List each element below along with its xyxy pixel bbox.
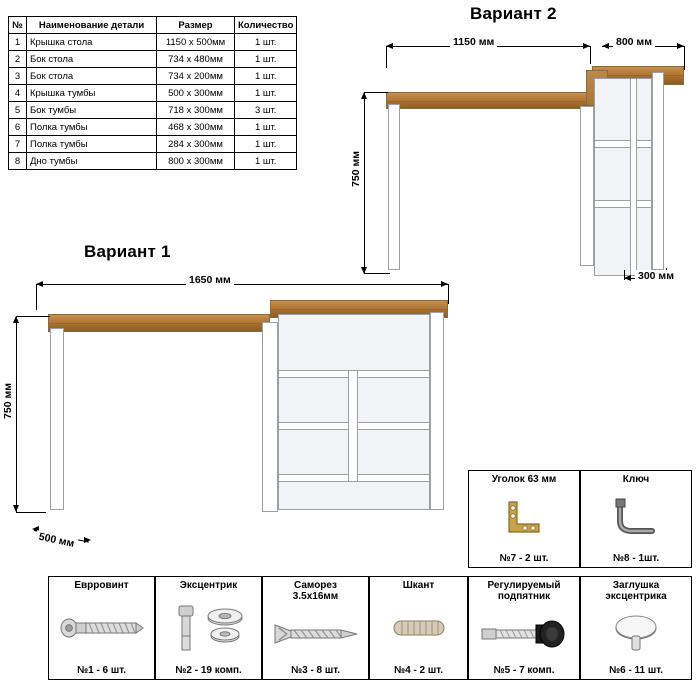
- dim-label-750: 750 мм: [2, 380, 14, 422]
- hardware-title: Ключ: [622, 474, 650, 485]
- pedestal-right-panel: [430, 312, 444, 510]
- hardware-title-line1: Заглушка: [612, 580, 660, 591]
- pedestal-divider: [630, 78, 637, 276]
- arrow-right: [84, 537, 91, 543]
- cell-number: 8: [9, 153, 27, 170]
- dim-label-1150: 1150 мм: [450, 36, 497, 48]
- hardware-title: Эксцентрик: [179, 580, 238, 591]
- table-row: [9, 119, 297, 136]
- cell-number: 7: [9, 136, 27, 153]
- hardware-item-self-tapping-screw: [262, 576, 369, 680]
- hardware-item-cam-lock: [155, 576, 262, 680]
- hardware-qty: №3 - 8 шт.: [290, 665, 341, 676]
- confirmat-screw-icon: [49, 591, 154, 665]
- ext-line: [16, 316, 50, 317]
- hardware-qty: №7 - 2 шт.: [499, 553, 549, 564]
- header-size: Размер: [157, 17, 235, 34]
- cell-qty: 1 шт.: [235, 119, 297, 136]
- hardware-item-cam-cover-cap: [580, 576, 692, 680]
- hardware-title: Еврровинт: [74, 580, 129, 591]
- hardware-qty: №8 - 1шт.: [612, 553, 660, 564]
- hardware-title-line1: Регулируемый: [487, 580, 561, 591]
- parts-table: [8, 16, 297, 170]
- table-row: [9, 102, 297, 119]
- hardware-qty: №5 - 7 комп.: [493, 665, 555, 676]
- hardware-title: [293, 577, 338, 602]
- arrow-down: [13, 505, 19, 512]
- arrow-up: [13, 316, 19, 323]
- cell-size: 1150 x 500мм: [157, 34, 235, 51]
- dim-label-300: 300 мм: [635, 270, 677, 282]
- cell-number: 5: [9, 102, 27, 119]
- cell-name: Крышка стола: [27, 34, 157, 51]
- hardware-title: [488, 577, 561, 602]
- arrow-right: [441, 281, 448, 287]
- arrow-right: [583, 43, 590, 49]
- table-header-row: [9, 17, 297, 34]
- cell-size: 284 х 300мм: [157, 136, 235, 153]
- header-name: Наименование детали: [27, 17, 157, 34]
- pedestal-shelf-upper: [594, 140, 652, 148]
- cell-name: Бок стола: [27, 51, 157, 68]
- cell-number: 3: [9, 68, 27, 85]
- arrow-left: [386, 43, 393, 49]
- dim-label-1650: 1650 мм: [186, 274, 234, 286]
- dim-label-500: 500 мм: [35, 530, 79, 550]
- cell-qty: 1 шт.: [235, 34, 297, 51]
- cell-number: 4: [9, 85, 27, 102]
- variant1-title: Вариант 1: [84, 242, 171, 261]
- ext-line: [386, 46, 387, 68]
- hardware-title-line2: подпятник: [497, 591, 551, 602]
- table-row: [9, 68, 297, 85]
- cell-number: 6: [9, 119, 27, 136]
- ext-line: [590, 46, 591, 64]
- corner-bracket-icon: [469, 485, 579, 553]
- cell-name: Крышка тумбы: [27, 85, 157, 102]
- ext-line: [684, 46, 685, 70]
- cell-qty: 1 шт.: [235, 68, 297, 85]
- ext-line: [364, 92, 388, 93]
- hardware-qty: №1 - 6 шт.: [76, 665, 127, 676]
- table-row: [9, 51, 297, 68]
- cell-name: Бок тумбы: [27, 102, 157, 119]
- cam-cover-cap-icon: [581, 602, 691, 665]
- table-row: [9, 153, 297, 170]
- worktop-front-edge: [48, 323, 270, 332]
- dim-label-800: 800 мм: [613, 36, 655, 48]
- arrow-left: [602, 43, 609, 49]
- hardware-qty: №2 - 19 комп.: [175, 665, 242, 676]
- hardware-title: [605, 577, 666, 602]
- pedestal-right-panel: [652, 72, 664, 270]
- arrow-right: [677, 43, 684, 49]
- variant1-drawing: [0, 262, 470, 562]
- hardware-item-dowel: [369, 576, 468, 680]
- side-panel-left: [388, 104, 400, 270]
- cell-size: 800 х 300мм: [157, 153, 235, 170]
- cam-lock-icon: [156, 591, 261, 665]
- hardware-title: Шкант: [402, 580, 435, 591]
- arrow-left: [624, 275, 631, 281]
- pedestal-vertical-divider: [348, 370, 358, 482]
- arrow-left: [36, 281, 43, 287]
- header-qty: Количество: [235, 17, 297, 34]
- hardware-qty: №4 - 2 шт.: [393, 665, 444, 676]
- hardware-item-confirmat-screw: [48, 576, 155, 680]
- self-tapping-screw-icon: [263, 602, 368, 665]
- ext-line: [448, 284, 449, 304]
- cell-name: Полка тумбы: [27, 136, 157, 153]
- cell-qty: 1 шт.: [235, 51, 297, 68]
- cell-number: 1: [9, 34, 27, 51]
- hardware-title-line2: 3.5x16мм: [292, 591, 339, 602]
- hardware-qty: №6 - 11 шт.: [608, 665, 664, 676]
- pedestal-front-panel: [580, 106, 594, 266]
- cell-number: 2: [9, 51, 27, 68]
- cell-qty: 3 шт.: [235, 102, 297, 119]
- cell-size: 468 х 300мм: [157, 119, 235, 136]
- dowel-icon: [370, 591, 467, 665]
- hardware-item-adjustable-foot: [468, 576, 580, 680]
- side-panel-left: [50, 328, 64, 510]
- dim-line-750: [16, 316, 17, 512]
- cell-size: 500 х 300мм: [157, 85, 235, 102]
- ext-line: [16, 512, 46, 513]
- cell-name: Бок стола: [27, 68, 157, 85]
- pedestal-front-panel: [262, 322, 278, 512]
- hardware-item-corner-bracket: [468, 470, 580, 568]
- table-row: [9, 34, 297, 51]
- variant2-drawing: [330, 30, 700, 280]
- cell-qty: 1 шт.: [235, 136, 297, 153]
- allen-key-icon: [581, 485, 691, 553]
- ext-line: [624, 270, 625, 280]
- hardware-item-allen-key: [580, 470, 692, 568]
- hardware-title-line2: эксцентрика: [605, 591, 667, 602]
- cell-qty: 1 шт.: [235, 85, 297, 102]
- cell-size: 734 х 200мм: [157, 68, 235, 85]
- dim-line-1650: [36, 284, 448, 285]
- ext-line: [36, 284, 37, 310]
- cell-qty: 1 шт.: [235, 153, 297, 170]
- adjustable-foot-icon: [469, 602, 579, 665]
- pedestal-body: [594, 78, 652, 276]
- table-row: [9, 85, 297, 102]
- pedestal-shelf-lower: [594, 200, 652, 208]
- hardware-title: Уголок 63 мм: [491, 474, 557, 485]
- cell-size: 734 х 480мм: [157, 51, 235, 68]
- header-number: №: [9, 17, 27, 34]
- cell-name: Дно тумбы: [27, 153, 157, 170]
- worktop-main-edge: [386, 101, 596, 109]
- variant2-title: Вариант 2: [470, 4, 557, 23]
- dim-label-750: 750 мм: [350, 148, 362, 190]
- cell-size: 718 х 300мм: [157, 102, 235, 119]
- table-row: [9, 136, 297, 153]
- hardware-title-line1: Саморез: [294, 580, 337, 591]
- dim-line-750: [364, 92, 365, 274]
- arrow-up: [361, 92, 367, 99]
- cell-name: Полка тумбы: [27, 119, 157, 136]
